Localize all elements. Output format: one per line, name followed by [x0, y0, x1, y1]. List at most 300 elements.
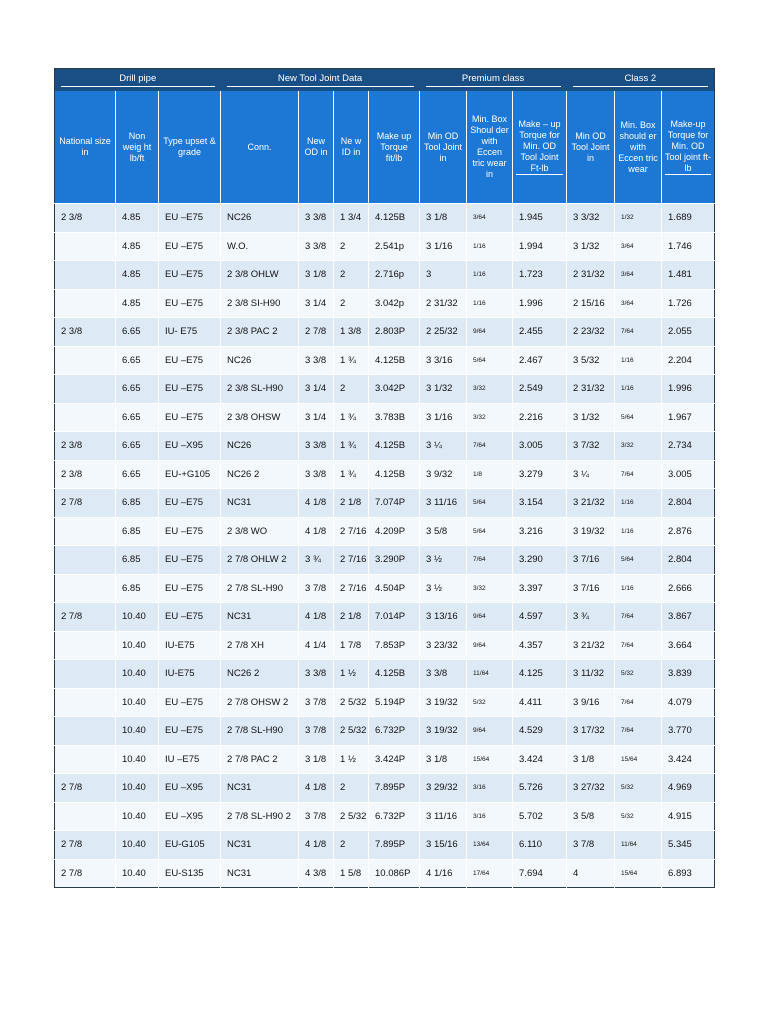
- table-cell: [55, 717, 116, 746]
- table-cell: 3.424P: [369, 745, 420, 774]
- table-cell: 2 3/8 SL-H90: [221, 375, 299, 404]
- table-cell: 10.40: [116, 859, 159, 888]
- table-cell: 3.005: [662, 460, 715, 489]
- table-cell: EU –E75: [159, 546, 221, 575]
- table-cell: 7.014P: [369, 603, 420, 632]
- table-cell: 3 13/16: [420, 603, 467, 632]
- table-cell: 3/32: [615, 432, 662, 461]
- table-cell: 3 ½: [420, 546, 467, 575]
- table-cell: 2 7/8 XH: [221, 631, 299, 660]
- table-cell: 15/64: [467, 745, 513, 774]
- table-cell: 3 ½: [420, 574, 467, 603]
- table-cell: 7.694: [513, 859, 567, 888]
- table-cell: 2 23/32: [567, 318, 615, 347]
- table-cell: 4.079: [662, 688, 715, 717]
- table-cell: 6.110: [513, 831, 567, 860]
- table-cell: 3/64: [615, 289, 662, 318]
- table-cell: 2: [334, 375, 369, 404]
- table-cell: [55, 517, 116, 546]
- table-cell: 3/32: [467, 574, 513, 603]
- table-cell: 2.716p: [369, 261, 420, 290]
- table-row: [55, 432, 715, 461]
- table-cell: 9/64: [467, 603, 513, 632]
- table-cell: 2: [334, 774, 369, 803]
- table-cell: 2.803P: [369, 318, 420, 347]
- col-class2-min-od: [567, 91, 615, 204]
- table-cell: EU –X95: [159, 774, 221, 803]
- table-cell: 6.85: [116, 517, 159, 546]
- table-cell: 3 17/32: [567, 717, 615, 746]
- table-cell: 2 7/8 SL-H90: [221, 574, 299, 603]
- table-cell: 3.867: [662, 603, 715, 632]
- table-cell: 3/16: [467, 774, 513, 803]
- table-cell: EU –E75: [159, 489, 221, 518]
- table-cell: 3 3/8: [420, 660, 467, 689]
- table-cell: 5/64: [467, 346, 513, 375]
- table-cell: 3 ¾: [567, 603, 615, 632]
- column-header-label: Ne w ID in: [340, 136, 362, 157]
- table-cell: 1/16: [615, 517, 662, 546]
- table-cell: 3 27/32: [567, 774, 615, 803]
- table-cell: 3/64: [615, 232, 662, 261]
- table-cell: 1.994: [513, 232, 567, 261]
- table-cell: [55, 346, 116, 375]
- table-cell: 4.125: [513, 660, 567, 689]
- table-cell: 2 1/8: [334, 603, 369, 632]
- table-cell: EU –E75: [159, 346, 221, 375]
- table-cell: 3 19/32: [420, 717, 467, 746]
- table-cell: 3 1/8: [420, 204, 467, 233]
- table-cell: 3 1/32: [567, 403, 615, 432]
- table-row: [55, 717, 715, 746]
- table-cell: 3 19/32: [567, 517, 615, 546]
- table-cell: 5/64: [615, 403, 662, 432]
- col-premium-min-od: [420, 91, 467, 204]
- table-row: [55, 660, 715, 689]
- table-cell: 3 7/8: [567, 831, 615, 860]
- table-cell: 3 1/8: [299, 745, 334, 774]
- table-cell: 5/32: [615, 660, 662, 689]
- table-cell: [55, 574, 116, 603]
- table-cell: [55, 660, 116, 689]
- table-cell: 3 1/32: [567, 232, 615, 261]
- table-cell: 4.85: [116, 261, 159, 290]
- col-makeup-torque: [369, 91, 420, 204]
- table-cell: 4 1/8: [299, 489, 334, 518]
- table-cell: 3.424: [513, 745, 567, 774]
- table-cell: 5/64: [467, 489, 513, 518]
- table-cell: 2.467: [513, 346, 567, 375]
- table-cell: 1/16: [467, 232, 513, 261]
- table-cell: 3: [420, 261, 467, 290]
- table-cell: 3.042p: [369, 289, 420, 318]
- table-row: [55, 831, 715, 860]
- table-cell: 3/32: [467, 375, 513, 404]
- table-cell: 2: [334, 232, 369, 261]
- table-cell: [55, 375, 116, 404]
- table-cell: 1.967: [662, 403, 715, 432]
- table-cell: 6.65: [116, 432, 159, 461]
- table-cell: IU –E75: [159, 745, 221, 774]
- table-cell: 1.996: [662, 375, 715, 404]
- drill-pipe-tool-joint-table: [54, 68, 715, 888]
- table-cell: 2 3/8 SI-H90: [221, 289, 299, 318]
- table-cell: 2 7/8: [55, 489, 116, 518]
- group-premium-class: Premium class: [420, 69, 567, 92]
- table-cell: 1.481: [662, 261, 715, 290]
- drill-pipe-table-container: [54, 68, 714, 888]
- table-cell: [55, 546, 116, 575]
- table-cell: IU-E75: [159, 631, 221, 660]
- table-cell: 13/64: [467, 831, 513, 860]
- column-header-label: Min. Box Shoul der with Eccen tric wear in: [470, 114, 509, 179]
- table-cell: 9/64: [467, 318, 513, 347]
- table-cell: NC26 2: [221, 660, 299, 689]
- table-cell: 17/64: [467, 859, 513, 888]
- table-cell: 2 5/32: [334, 717, 369, 746]
- group-new-tool-joint-data: New Tool Joint Data: [221, 69, 420, 92]
- table-cell: 9/64: [467, 717, 513, 746]
- table-cell: [55, 802, 116, 831]
- table-cell: 15/64: [615, 745, 662, 774]
- col-class2-min-box-shoulder: [615, 91, 662, 204]
- table-cell: 4.529: [513, 717, 567, 746]
- table-cell: 7.895P: [369, 774, 420, 803]
- table-cell: 1/16: [467, 289, 513, 318]
- table-cell: [55, 688, 116, 717]
- table-cell: 7/64: [615, 717, 662, 746]
- table-cell: EU –X95: [159, 802, 221, 831]
- table-cell: 4 1/4: [299, 631, 334, 660]
- table-cell: 3 1/16: [420, 403, 467, 432]
- table-cell: NC31: [221, 603, 299, 632]
- table-cell: 2 3/8 PAC 2: [221, 318, 299, 347]
- table-cell: 3 7/8: [299, 717, 334, 746]
- table-cell: EU-G105: [159, 831, 221, 860]
- table-cell: 10.40: [116, 717, 159, 746]
- col-premium-makeup-torque: [513, 91, 567, 204]
- table-cell: 3 1/4: [299, 403, 334, 432]
- table-cell: 7/64: [615, 460, 662, 489]
- table-cell: 2 7/8: [55, 859, 116, 888]
- table-cell: 1/16: [615, 375, 662, 404]
- table-cell: 4 3/8: [299, 859, 334, 888]
- table-body: [55, 204, 715, 888]
- table-cell: [55, 745, 116, 774]
- table-row: [55, 631, 715, 660]
- table-cell: 2 1/8: [334, 489, 369, 518]
- table-cell: 3.839: [662, 660, 715, 689]
- table-cell: 2.804: [662, 546, 715, 575]
- table-cell: 3 1/16: [420, 232, 467, 261]
- table-cell: 2.541p: [369, 232, 420, 261]
- table-cell: 1/8: [467, 460, 513, 489]
- table-cell: [55, 261, 116, 290]
- table-cell: 10.40: [116, 774, 159, 803]
- table-cell: 6.65: [116, 375, 159, 404]
- table-cell: EU –E75: [159, 403, 221, 432]
- table-cell: 4.125B: [369, 346, 420, 375]
- table-cell: 1 7/8: [334, 631, 369, 660]
- table-cell: EU –E75: [159, 574, 221, 603]
- table-cell: 1 ¾: [334, 460, 369, 489]
- table-cell: 3 3/16: [420, 346, 467, 375]
- table-cell: W.O.: [221, 232, 299, 261]
- table-cell: 3 ¼: [567, 460, 615, 489]
- table-row: [55, 489, 715, 518]
- table-cell: 1 3/4: [334, 204, 369, 233]
- table-cell: 2.455: [513, 318, 567, 347]
- table-cell: 4 1/8: [299, 517, 334, 546]
- table-cell: 7/64: [615, 688, 662, 717]
- table-cell: 3 3/8: [299, 346, 334, 375]
- table-cell: 3.664: [662, 631, 715, 660]
- table-cell: 3 3/8: [299, 460, 334, 489]
- table-cell: 9/64: [467, 631, 513, 660]
- table-cell: 2 25/32: [420, 318, 467, 347]
- table-cell: 7.074P: [369, 489, 420, 518]
- table-cell: 10.40: [116, 660, 159, 689]
- table-cell: NC26: [221, 346, 299, 375]
- table-cell: 2 31/32: [567, 261, 615, 290]
- table-cell: 1.689: [662, 204, 715, 233]
- table-cell: 2 15/16: [567, 289, 615, 318]
- table-cell: 10.40: [116, 802, 159, 831]
- table-cell: 1 ½: [334, 660, 369, 689]
- table-cell: 2.734: [662, 432, 715, 461]
- table-cell: 1.996: [513, 289, 567, 318]
- col-class2-makeup-torque: [662, 91, 715, 204]
- table-cell: EU –E75: [159, 717, 221, 746]
- table-cell: EU –E75: [159, 289, 221, 318]
- table-cell: EU –E75: [159, 204, 221, 233]
- table-cell: 2 7/16: [334, 546, 369, 575]
- table-row: [55, 346, 715, 375]
- group-class-2: Class 2: [567, 69, 715, 92]
- table-cell: 3.279: [513, 460, 567, 489]
- table-cell: 4 1/8: [299, 774, 334, 803]
- table-cell: 1.746: [662, 232, 715, 261]
- table-cell: [55, 631, 116, 660]
- table-cell: 3 9/32: [420, 460, 467, 489]
- table-cell: 1 ¾: [334, 403, 369, 432]
- table-cell: 2 7/8: [55, 831, 116, 860]
- table-cell: 3 1/8: [420, 745, 467, 774]
- col-new-id: [334, 91, 369, 204]
- table-cell: NC31: [221, 831, 299, 860]
- table-cell: 3 1/32: [420, 375, 467, 404]
- table-cell: 6.65: [116, 346, 159, 375]
- table-cell: 11/64: [615, 831, 662, 860]
- table-cell: 2.216: [513, 403, 567, 432]
- table-cell: 2 3/8: [55, 204, 116, 233]
- table-cell: 3/64: [467, 204, 513, 233]
- column-header-label: Conn.: [247, 141, 272, 152]
- table-cell: 1 ½: [334, 745, 369, 774]
- table-cell: 4.411: [513, 688, 567, 717]
- table-cell: 1 ¾: [334, 346, 369, 375]
- table-cell: 2 5/32: [334, 802, 369, 831]
- table-cell: 10.40: [116, 603, 159, 632]
- column-header-label: Make – up Torque for Min. OD Tool Joint Ft-lb: [516, 119, 563, 175]
- table-cell: IU- E75: [159, 318, 221, 347]
- table-cell: 3 23/32: [420, 631, 467, 660]
- table-row: [55, 375, 715, 404]
- table-cell: 3 7/8: [299, 574, 334, 603]
- table-cell: 10.40: [116, 831, 159, 860]
- table-cell: 4.915: [662, 802, 715, 831]
- table-cell: 2 31/32: [420, 289, 467, 318]
- header-group-row: [55, 69, 715, 92]
- table-cell: 3 21/32: [567, 489, 615, 518]
- table-cell: 2 7/16: [334, 574, 369, 603]
- table-row: [55, 460, 715, 489]
- table-cell: 7/64: [615, 318, 662, 347]
- table-row: [55, 261, 715, 290]
- table-cell: 15/64: [615, 859, 662, 888]
- table-row: [55, 774, 715, 803]
- table-cell: 6.85: [116, 489, 159, 518]
- table-cell: 5.194P: [369, 688, 420, 717]
- table-cell: 1/32: [615, 204, 662, 233]
- table-cell: 4.125B: [369, 660, 420, 689]
- table-cell: 5.702: [513, 802, 567, 831]
- table-cell: 4 1/8: [299, 831, 334, 860]
- table-cell: 2 3/8 OHLW: [221, 261, 299, 290]
- table-cell: 3.005: [513, 432, 567, 461]
- table-cell: EU –E75: [159, 603, 221, 632]
- table-cell: 6.85: [116, 574, 159, 603]
- table-cell: 2 7/8 PAC 2: [221, 745, 299, 774]
- table-cell: 3 7/8: [299, 802, 334, 831]
- table-cell: 3 3/32: [567, 204, 615, 233]
- table-cell: 1 ¾: [334, 432, 369, 461]
- table-cell: 4 1/16: [420, 859, 467, 888]
- table-cell: 1/16: [615, 489, 662, 518]
- table-row: [55, 546, 715, 575]
- column-header-label: Non weig ht lb/ft: [122, 130, 152, 163]
- table-cell: 2 3/8: [55, 318, 116, 347]
- table-cell: 4.85: [116, 289, 159, 318]
- table-row: [55, 688, 715, 717]
- table-cell: NC31: [221, 489, 299, 518]
- table-cell: 2 7/8: [299, 318, 334, 347]
- table-cell: 2 3/8: [55, 460, 116, 489]
- table-cell: 3 3/8: [299, 432, 334, 461]
- table-row: [55, 802, 715, 831]
- column-header-label: Min. Box should er with Eccen tric wear: [618, 119, 658, 174]
- table-cell: 2 3/8: [55, 432, 116, 461]
- table-cell: 5/32: [615, 774, 662, 803]
- table-cell: EU –E75: [159, 688, 221, 717]
- table-cell: 11/64: [467, 660, 513, 689]
- table-row: [55, 603, 715, 632]
- table-cell: 4.85: [116, 204, 159, 233]
- table-cell: 1/16: [467, 261, 513, 290]
- table-cell: 6.732P: [369, 802, 420, 831]
- table-cell: 3 ¾: [299, 546, 334, 575]
- table-cell: 2: [334, 831, 369, 860]
- col-premium-min-box-shoulder: [467, 91, 513, 204]
- table-cell: 4: [567, 859, 615, 888]
- table-cell: 3 7/16: [567, 574, 615, 603]
- col-type-upset-grade: [159, 91, 221, 204]
- table-cell: 3 3/8: [299, 660, 334, 689]
- table-cell: 2 7/8 OHSW 2: [221, 688, 299, 717]
- table-cell: 3.290: [513, 546, 567, 575]
- table-cell: EU-S135: [159, 859, 221, 888]
- table-cell: 2 7/16: [334, 517, 369, 546]
- table-cell: 3 9/16: [567, 688, 615, 717]
- table-cell: 3 15/16: [420, 831, 467, 860]
- column-header-label: Type upset & grade: [163, 136, 216, 157]
- table-cell: 2.876: [662, 517, 715, 546]
- table-cell: 2.055: [662, 318, 715, 347]
- table-cell: 7/64: [467, 432, 513, 461]
- table-row: [55, 859, 715, 888]
- table-cell: 2 7/8 SL-H90 2: [221, 802, 299, 831]
- table-cell: 5/32: [467, 688, 513, 717]
- column-header-label: National size in: [59, 136, 111, 157]
- table-cell: 5/64: [467, 517, 513, 546]
- table-cell: 3 1/4: [299, 375, 334, 404]
- table-cell: 3.783B: [369, 403, 420, 432]
- table-cell: 3 11/32: [567, 660, 615, 689]
- table-cell: 3 19/32: [420, 688, 467, 717]
- table-cell: 3.770: [662, 717, 715, 746]
- table-cell: 4.85: [116, 232, 159, 261]
- table-row: [55, 289, 715, 318]
- table-cell: 5/64: [615, 546, 662, 575]
- table-cell: 1/16: [615, 574, 662, 603]
- column-header-label: Make up Torque fit/lb: [376, 130, 412, 163]
- table-cell: 4.125B: [369, 204, 420, 233]
- table-row: [55, 318, 715, 347]
- table-cell: 2.549: [513, 375, 567, 404]
- table-row: [55, 574, 715, 603]
- col-nominal-weight: [116, 91, 159, 204]
- table-cell: 3/64: [615, 261, 662, 290]
- column-header-label: Min OD Tool Joint in: [571, 130, 610, 163]
- table-cell: 3 5/32: [567, 346, 615, 375]
- table-cell: 3.424: [662, 745, 715, 774]
- table-cell: 2.204: [662, 346, 715, 375]
- table-cell: 2 7/8: [55, 774, 116, 803]
- table-cell: 5/32: [615, 802, 662, 831]
- table-cell: 3 7/8: [299, 688, 334, 717]
- table-cell: 1/16: [615, 346, 662, 375]
- table-cell: 3.042P: [369, 375, 420, 404]
- table-cell: 4.969: [662, 774, 715, 803]
- table-cell: EU –E75: [159, 375, 221, 404]
- column-header-label: New OD in: [304, 136, 328, 157]
- table-row: [55, 232, 715, 261]
- table-cell: [55, 232, 116, 261]
- table-cell: 6.65: [116, 318, 159, 347]
- table-cell: 10.40: [116, 631, 159, 660]
- table-cell: 1 3/8: [334, 318, 369, 347]
- table-cell: 2 7/8 SL-H90: [221, 717, 299, 746]
- table-row: [55, 517, 715, 546]
- table-cell: 3 21/32: [567, 631, 615, 660]
- table-cell: 3 29/32: [420, 774, 467, 803]
- table-cell: 7/64: [467, 546, 513, 575]
- table-cell: EU –E75: [159, 261, 221, 290]
- table-cell: 4.125B: [369, 432, 420, 461]
- table-cell: 2 7/8 OHLW 2: [221, 546, 299, 575]
- column-header-label: Min OD Tool Joint in: [424, 130, 463, 163]
- table-cell: 1.945: [513, 204, 567, 233]
